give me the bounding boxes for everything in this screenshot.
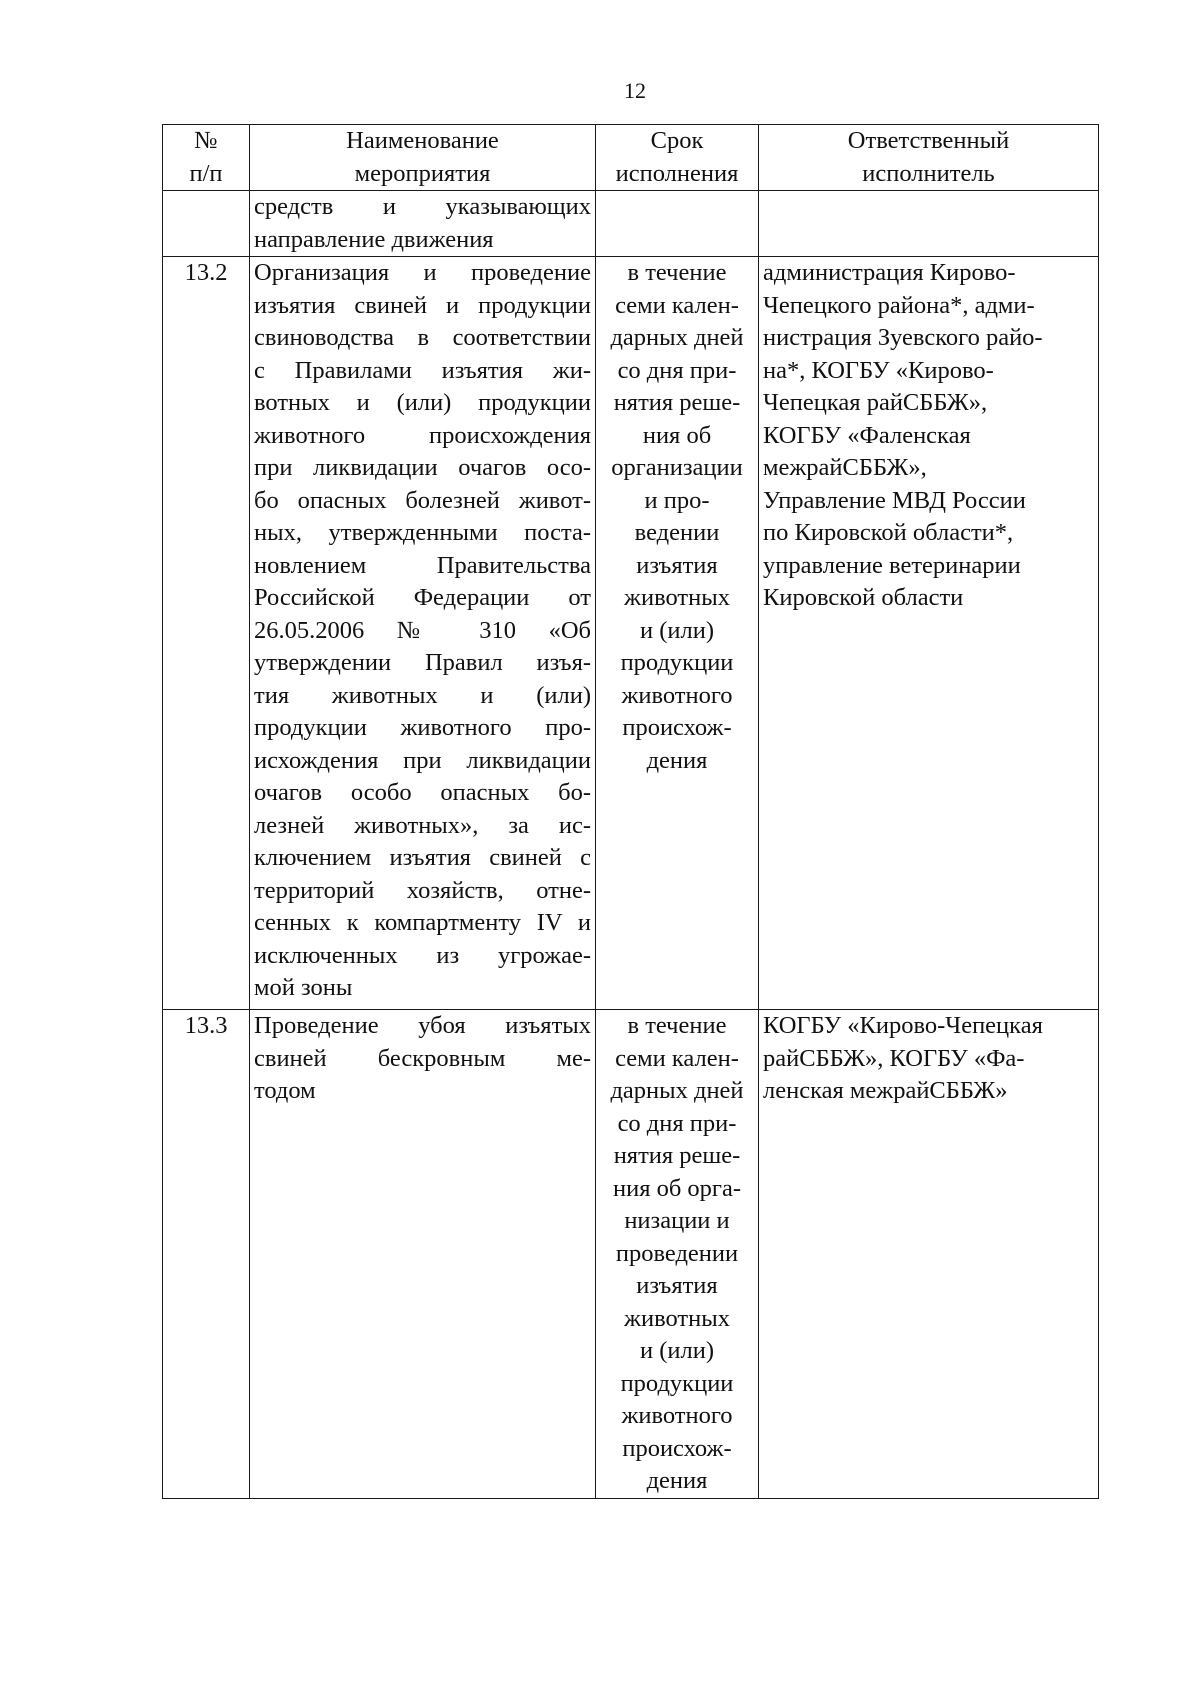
measures-table (162, 124, 1099, 1499)
row-responsible (759, 1010, 1099, 1499)
row-name (250, 257, 596, 1010)
cell-line: и (или) (639, 1337, 714, 1364)
cell-line: происхож- (622, 714, 732, 741)
cell-line: ных, утвержденными поста- (254, 519, 591, 546)
cell-line: дарных дней (610, 1077, 744, 1104)
cell-line: изъятия свиней и продукции (254, 291, 591, 319)
cell-line: семи кален- (615, 1044, 739, 1072)
cell-line: при ликвидации очагов осо- (254, 454, 591, 481)
header-term-line: исполнения (615, 159, 739, 187)
cell-line: в течение (627, 259, 727, 286)
row-number (163, 191, 250, 257)
cell-line: животного (621, 681, 733, 709)
cell-line: и (или) (639, 616, 714, 644)
cell-line: межрайСББЖ», (763, 454, 927, 481)
table-row (163, 257, 1099, 1010)
cell-line: КОГБУ «Кирово-Чепецкая (763, 1012, 1043, 1039)
row-term (596, 191, 759, 257)
cell-line: по Кировской области*, (763, 519, 1014, 546)
row-responsible (759, 191, 1099, 257)
cell-line: новлением Правительства (254, 551, 591, 579)
table-header-row (163, 125, 1099, 191)
header-name-line: Наименование (346, 127, 499, 154)
row-term (596, 257, 759, 1010)
cell-line: Проведение убоя изъятых (254, 1012, 591, 1039)
cell-line: мой зоны (254, 974, 353, 1001)
cell-line: ния об орга- (612, 1174, 742, 1202)
cell-line: нятия реше- (613, 389, 741, 416)
cell-line: сенных к компартменту IV и (254, 909, 591, 936)
header-responsible (759, 125, 1099, 191)
cell-line: ния об (642, 421, 712, 449)
cell-line: исхождения при ликвидации (254, 746, 591, 774)
cell-line: территорий хозяйств, отне- (254, 876, 591, 904)
row-number: 13.2 (163, 257, 250, 1010)
cell-line: проведении (615, 1239, 739, 1267)
cell-line: на*, КОГБУ «Кирово- (763, 356, 994, 384)
cell-line: бо опасных болезней живот- (254, 486, 591, 514)
cell-line: Российской Федерации от (254, 584, 591, 611)
cell-line: свиноводства в соответствии (254, 324, 591, 351)
cell-line: Чепецкого района*, адми- (763, 291, 1035, 319)
cell-line: со дня при- (617, 1109, 737, 1137)
cell-line: организации (611, 454, 743, 481)
cell-line: продукции животного про- (254, 714, 591, 741)
cell-line: с Правилами изъятия жи- (254, 356, 591, 384)
cell-line: семи кален- (615, 291, 739, 319)
cell-line: изъятия (636, 551, 718, 579)
cell-line: нистрация Зуевского райо- (763, 324, 1043, 351)
cell-line: тия животных и (или) (254, 681, 591, 709)
cell-line: Чепецкая райСББЖ», (763, 389, 988, 416)
row-responsible (759, 257, 1099, 1010)
cell-line: ведении (634, 519, 720, 546)
cell-line: животных (624, 584, 730, 611)
cell-line: в течение (627, 1012, 727, 1039)
header-number-line: № (194, 127, 218, 154)
row-name (250, 191, 596, 257)
header-number (163, 125, 250, 191)
cell-line: администрация Кирово- (763, 259, 1016, 286)
cell-line: направление движения (254, 225, 494, 253)
cell-line: животного (621, 1402, 733, 1429)
cell-line: животных (624, 1304, 730, 1332)
cell-line: нятия реше- (613, 1142, 741, 1169)
cell-line: Кировской области (763, 584, 964, 611)
cell-line: дения (646, 1467, 708, 1494)
cell-line: райСББЖ», КОГБУ «Фа- (763, 1044, 1025, 1072)
cell-line: ленская межрайСББЖ» (763, 1077, 1008, 1104)
header-term (596, 125, 759, 191)
cell-line: исключенных из угрожае- (254, 941, 591, 969)
header-name-line: мероприятия (354, 159, 491, 187)
cell-line: изъятия (636, 1272, 718, 1299)
cell-line: утверждении Правил изъя- (254, 649, 591, 676)
row-number: 13.3 (163, 1010, 250, 1499)
cell-line: КОГБУ «Фаленская (763, 421, 971, 449)
cell-line: дарных дней (610, 324, 744, 351)
cell-line: управление ветеринарии (763, 551, 1021, 579)
cell-line: со дня при- (617, 356, 737, 384)
cell-line: лезней животных», за ис- (254, 811, 591, 839)
cell-line: средств и указывающих (254, 193, 591, 220)
cell-line: Организация и проведение (254, 259, 591, 286)
cell-line: Управление МВД России (763, 486, 1026, 514)
header-term-line: Срок (650, 127, 704, 154)
row-name (250, 1010, 596, 1499)
cell-line: дения (646, 746, 708, 774)
cell-line: продукции (620, 1369, 734, 1397)
cell-line: происхож- (622, 1434, 732, 1462)
cell-line: тодом (254, 1077, 316, 1104)
cell-line: очагов особо опасных бо- (254, 779, 591, 806)
header-responsible-line: Ответственный (847, 127, 1010, 154)
cell-line: низации и (624, 1207, 730, 1234)
cell-line: вотных и (или) продукции (254, 389, 591, 416)
header-number-line: п/п (189, 159, 223, 187)
header-name (250, 125, 596, 191)
table-row (163, 191, 1099, 257)
cell-line: ключением изъятия свиней с (254, 844, 591, 871)
row-term (596, 1010, 759, 1499)
cell-line: продукции (620, 649, 734, 676)
table-row (163, 1010, 1099, 1499)
cell-line: и про- (644, 486, 710, 514)
cell-line: свиней бескровным ме- (254, 1044, 591, 1072)
header-responsible-line: исполнитель (862, 159, 995, 187)
page-number: 12 (624, 78, 646, 103)
cell-line: животного происхождения (254, 421, 591, 449)
cell-line: 26.05.2006 № 310 «Об (254, 616, 591, 644)
